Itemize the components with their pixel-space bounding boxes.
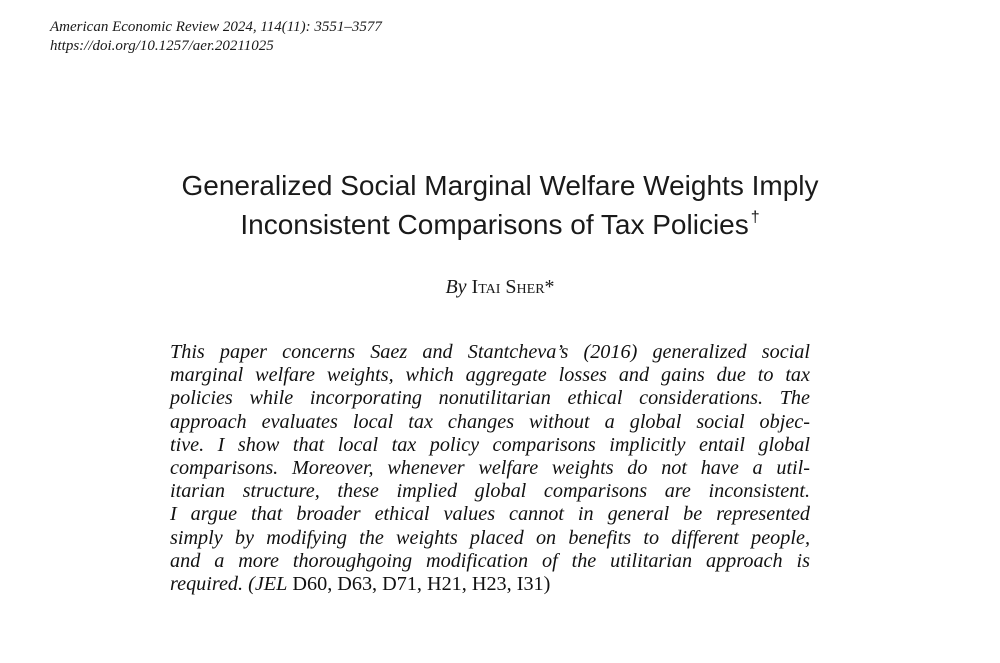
title-line-2-wrap <box>0 205 1000 244</box>
citation-line: American Economic Review 2024, 114(11): 3551–3577 <box>50 19 382 35</box>
abstract-line: simply by modifying the weights placed on benefits to different people, <box>170 526 810 549</box>
abstract-line: marginal welfare weights, which aggregate losses and gains due to tax <box>170 364 810 387</box>
title-footnote-mark: † <box>750 209 760 226</box>
jel-codes: D60, D63, D71, H21, H23, I31) <box>287 573 551 596</box>
abstract <box>170 341 810 596</box>
abstract-line: itarian structure, these implied global comparisons are inconsistent. <box>170 480 810 503</box>
abstract-line: tive. I show that local tax policy comparisons implicitly entail global <box>170 433 810 456</box>
journal-citation <box>50 18 382 56</box>
author-name: Itai Sher <box>471 276 545 298</box>
doi-line: https://doi.org/10.1257/aer.20211025 <box>50 38 274 54</box>
abstract-last-line <box>170 573 810 596</box>
author-footnote-mark: * <box>544 276 555 298</box>
abstract-last-text: required. ( <box>170 573 255 596</box>
abstract-line: and a more thoroughgoing modification of the utilitarian approach is <box>170 549 810 572</box>
abstract-line: policies while incorporating nonutilitarian ethical considerations. The <box>170 387 810 410</box>
title-line-1: Generalized Social Marginal Welfare Weights Imply <box>181 170 819 201</box>
title-line-2: Inconsistent Comparisons of Tax Policies <box>240 209 749 240</box>
abstract-line: This paper concerns Saez and Stantcheva’s (2016) generalized social <box>170 341 810 363</box>
article-title <box>0 166 1000 244</box>
abstract-line: I argue that broader ethical values cannot in general be represented <box>170 503 810 526</box>
abstract-line: comparisons. Moreover, whenever welfare weights do not have a util- <box>170 457 810 480</box>
abstract-line: approach evaluates local tax changes without a global social objec- <box>170 410 810 433</box>
byline-prefix: By <box>445 276 467 298</box>
jel-label: JEL <box>254 573 288 596</box>
byline <box>0 275 1000 299</box>
